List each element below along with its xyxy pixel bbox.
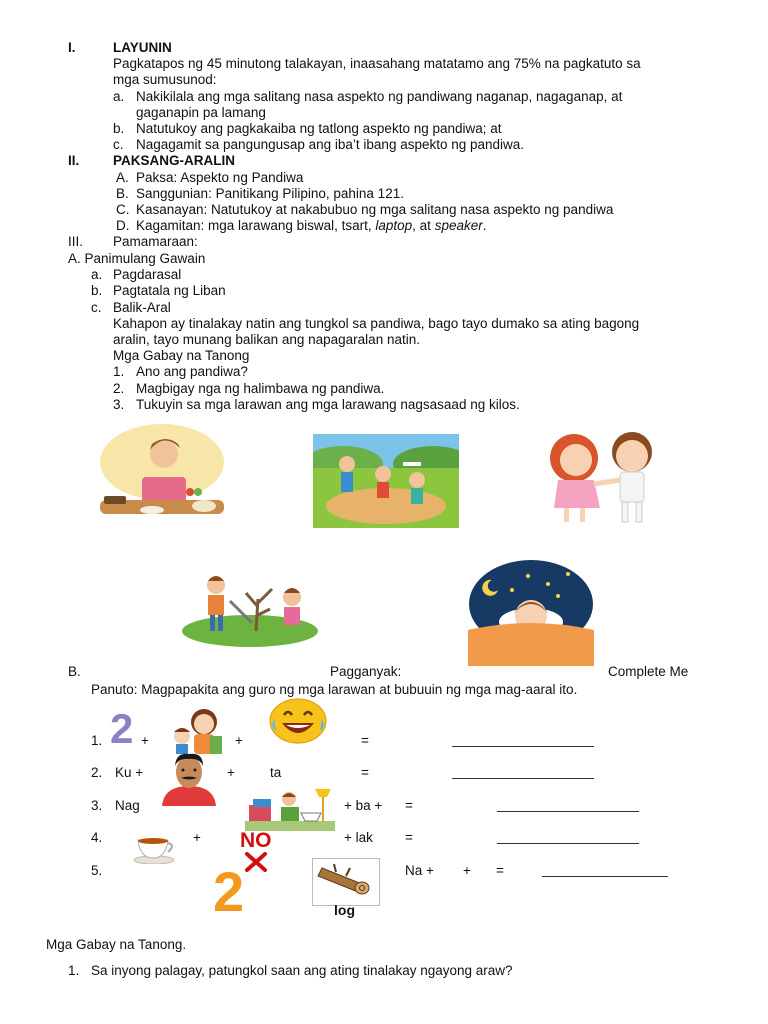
puzzle-5-equals: = [496,863,504,878]
objective-b-text: Natutukoy ang pagkakaiba ng tatlong aspekto ng pandiwa; at [136,121,502,136]
procedure-marker-a: a. [91,267,103,282]
puzzle-5-prefix: Na + [405,863,434,878]
puzzle-5-answer-blank[interactable] [542,863,668,877]
log-picture [312,858,380,906]
puzzle-2-prefix: Ku + [115,765,144,780]
cooking-picture [92,422,232,522]
puzzle-1-digit: 2 [110,705,134,752]
subject-marker-c: C. [116,202,130,217]
procedure-prayer: Pagdarasal [113,267,182,282]
studying-picture [245,783,335,833]
procedure-review: Balik-Aral [113,300,171,315]
subject-reference: Sanggunian: Panitikang Pilipino, pahina 121. [136,186,404,201]
procedure-section-a: A. Panimulang Gawain [68,251,206,266]
puzzle-2-plus: + [227,765,235,780]
puzzle-4-suffix: + lak [344,830,373,845]
guide-q2: Magbigay nga ng halimbawa ng pandiwa. [136,381,385,396]
planting-picture [180,571,320,649]
objectives-intro-line-1: Pagkatapos ng 45 minutong talakayan, inaasahang matatamo ang 75% na pagkatuto sa [113,56,641,71]
guide-q1: Ano ang pandiwa? [136,364,248,379]
subject-heading: PAKSANG-ARALIN [113,153,235,168]
no-sign-text: NO [240,829,272,852]
motivation-marker: B. [68,664,81,679]
puzzle-2-suffix: ta [270,765,282,780]
motivation-activity: Complete Me [608,664,689,679]
objective-c-text: Nagagamit sa pangungusap ang iba’t ibang aspekto ng pandiwa. [136,137,525,152]
section-number-1: I. [68,40,76,55]
review-paragraph-line-2: aralin, tayo munang balikan ang napagaralan natin. [113,332,420,347]
procedure-marker-c: c. [91,300,102,315]
puzzle-1-plus-2: + [235,733,243,748]
puzzle-1-number: 1. [91,733,103,748]
subject-marker-b: B. [116,186,129,201]
subject-marker-d: D. [116,218,130,233]
red-x-icon [244,852,268,872]
puzzle-1-answer-blank[interactable] [452,733,594,747]
review-paragraph-line-1: Kahapon ay tinalakay natin ang tungkol sa pandiwa, bago tayo dumako sa ating bagong [113,316,640,331]
objectives-intro-line-2: mga sumusunod: [113,72,217,87]
materials-laptop: laptop [375,218,413,233]
objective-marker-c: c. [113,137,124,152]
subject-topic: Paksa: Aspekto ng Pandiwa [136,170,304,185]
puzzle-4-equals: = [405,830,413,845]
puzzle-4-plus: + [193,830,201,845]
subject-marker-a: A. [116,170,129,185]
puzzle-3-answer-blank[interactable] [497,798,639,812]
puzzle-4-number: 4. [91,830,103,845]
closing-q1: Sa inyong palagay, patungkol saan ang ating tinalakay ngayong araw? [91,963,513,978]
family-picture [166,706,226,754]
puzzle-3-number: 3. [91,798,103,813]
puzzle-1-plus-1: + [141,733,149,748]
kids-playing-picture [313,434,459,528]
puzzle-1-equals: = [361,733,369,748]
guide-questions-heading: Mga Gabay na Tanong [113,348,250,363]
procedure-marker-b: b. [91,283,103,298]
section-number-2: II. [68,153,80,168]
guide-q3: Tukuyin sa mga larawan ang mga larawang nagsasaad ng kilos. [136,397,520,412]
puzzle-3-equals: = [405,798,413,813]
section-number-3: III. [68,234,84,249]
puzzle-5-number: 5. [91,863,103,878]
materials-text-a: Kagamitan: mga larawang biswal, tsart, [136,218,376,233]
motivation-title: Pagganyak: [330,664,402,679]
subject-materials [136,218,486,234]
sleeping-picture [468,560,594,666]
materials-text-c: . [482,218,487,233]
puzzle-2-equals: = [361,765,369,780]
motivation-instruction: Panuto: Magpapakita ang guro ng mga larawan at bubuuin ng mga mag-aaral ito. [91,682,578,697]
puzzle-3-suffix: + ba + [344,798,383,813]
procedure-heading: Pamamaraan: [113,234,198,249]
objective-marker-b: b. [113,121,125,136]
guide-q1-marker: 1. [113,364,125,379]
puzzle-5-plus: + [463,863,471,878]
closing-q1-marker: 1. [68,963,80,978]
puzzle-5-digit: 2 [213,860,245,923]
closing-questions-heading: Mga Gabay na Tanong. [46,937,187,952]
tea-cup-icon [132,834,176,864]
procedure-attendance: Pagtatala ng Liban [113,283,226,298]
puzzle-2-number: 2. [91,765,103,780]
guide-q3-marker: 3. [113,397,125,412]
objective-marker-a: a. [113,89,125,104]
puzzle-3-prefix: Nag [115,798,140,813]
objectives-heading: LAYUNIN [113,40,172,55]
puzzle-4-answer-blank[interactable] [497,830,639,844]
materials-speaker: speaker [434,218,483,233]
puzzle-2-answer-blank[interactable] [452,765,594,779]
log-label: log [334,902,355,918]
dancing-kids-picture [536,424,676,532]
subject-skill: Kasanayan: Natutukoy at nakabubuo ng mga salitang nasa aspekto ng pandiwa [136,202,614,217]
guide-q2-marker: 2. [113,381,125,396]
objective-a-line-1: Nakikilala ang mga salitang nasa aspekto ng pandiwang naganap, nagaganap, at [136,89,623,104]
man-face-picture [160,750,218,806]
materials-text-b: , at [412,218,435,233]
objective-a-line-2: gaganapin pa lamang [136,105,266,120]
laughing-emoji-icon [268,697,328,745]
